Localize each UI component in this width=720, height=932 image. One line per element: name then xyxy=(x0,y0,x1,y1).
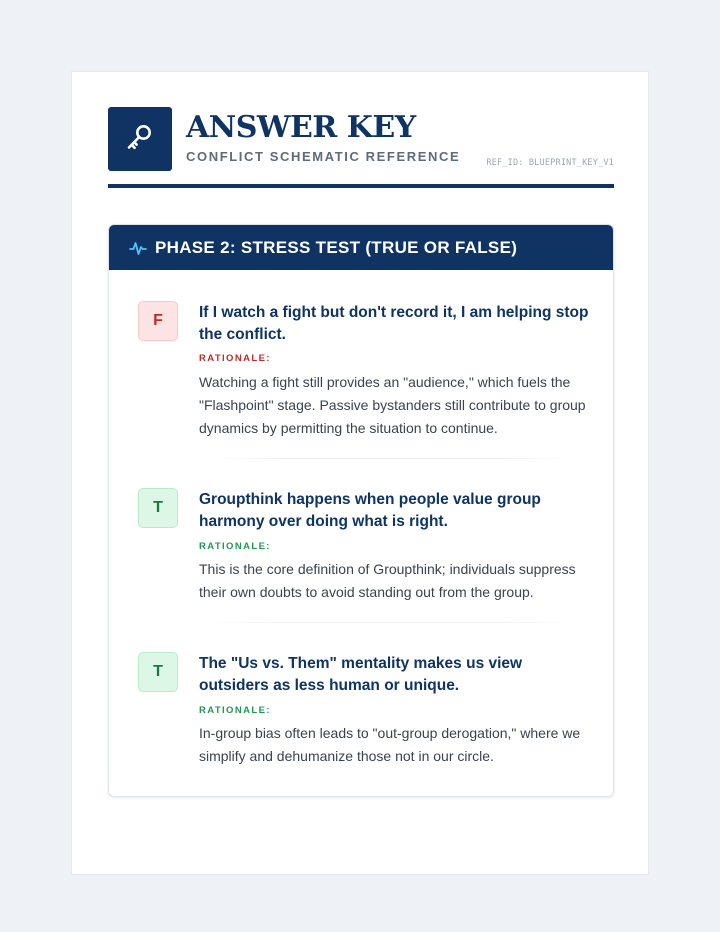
pulse-icon xyxy=(129,240,147,256)
page-header xyxy=(108,107,614,189)
answer-badge-false: F xyxy=(138,301,178,341)
question-text: The "Us vs. Them" mentality makes us view outsiders as less human or unique. xyxy=(199,655,523,694)
answer-badge-true: T xyxy=(138,652,178,692)
section-title: PHASE 2: STRESS TEST (TRUE OR FALSE) xyxy=(155,237,518,257)
question-text: If I watch a fight but don't record it, I am helping stop the conflict. xyxy=(199,304,589,343)
logo xyxy=(108,107,172,171)
item-divider xyxy=(207,458,579,459)
key-icon xyxy=(123,120,157,158)
question-text: Groupthink happens when people value group harmony over doing what is right. xyxy=(199,491,541,530)
rationale-text: Watching a fight still provides an "audience," which fuels the "Flashpoint" stage. Passive bystanders still contribute to group dynamics by permitting the situation to continue. xyxy=(199,374,586,436)
rationale-label: RATIONALE: xyxy=(199,705,271,716)
item-divider xyxy=(207,622,579,623)
reference-id: REF_ID: BLUEPRINT_KEY_V1 xyxy=(486,158,614,168)
rationale-text: This is the core definition of Groupthink; individuals suppress their own doubts to avoid standing out from the group. xyxy=(199,561,576,600)
rationale-label: RATIONALE: xyxy=(199,353,271,364)
rationale-text: In-group bias often leads to "out-group derogation," where we simplify and dehumanize those not in our circle. xyxy=(199,725,581,764)
rationale-label: RATIONALE: xyxy=(199,541,271,552)
section-header xyxy=(109,225,613,270)
page-subtitle: CONFLICT SCHEMATIC REFERENCE xyxy=(186,149,461,164)
header-divider xyxy=(108,184,614,188)
answer-badge-true: T xyxy=(138,488,178,528)
phase-2-section xyxy=(108,224,614,797)
answer-key-page xyxy=(71,71,649,875)
page-title: ANSWER KEY xyxy=(186,110,416,145)
